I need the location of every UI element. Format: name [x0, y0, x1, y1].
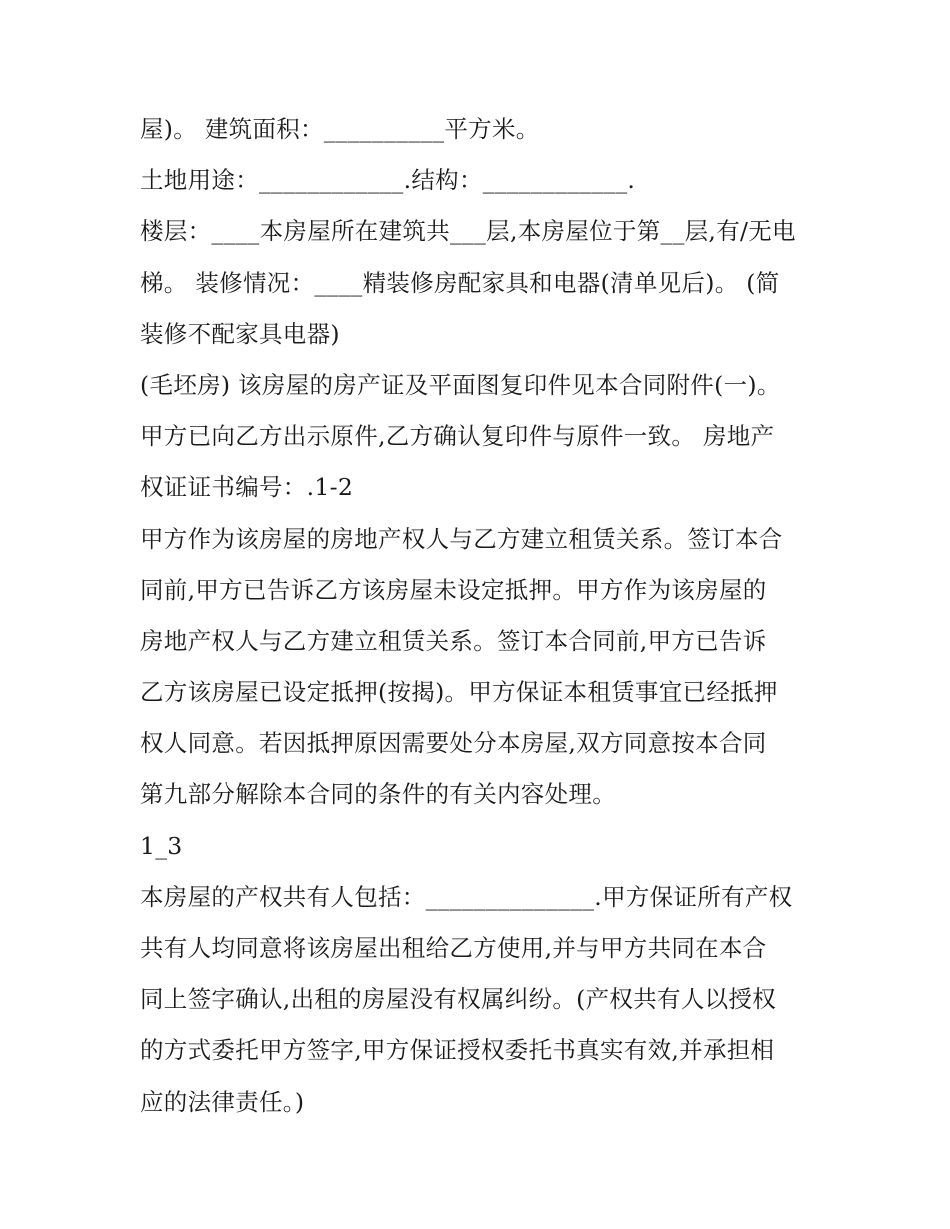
text-line: 权证证书编号：.1-2: [140, 473, 354, 502]
text-line: 权人同意。若因抵押原因需要处分本房屋,双方同意按本合同: [140, 729, 767, 758]
text-line: (毛坯房) 该房屋的房产证及平面图复印件见本合同附件(一)。: [140, 370, 781, 399]
text-line: 应的法律责任。): [140, 1087, 305, 1116]
text-line: 土地用途：____________.结构：____________.: [140, 166, 636, 195]
text-line: 房地产权人与乙方建立租赁关系。签订本合同前,甲方已告诉: [140, 626, 767, 655]
text-line: 的方式委托甲方签字,甲方保证授权委托书真实有效,并承担相: [140, 1036, 775, 1065]
text-line: 共有人均同意将该房屋出租给乙方使用,并与甲方共同在本合: [140, 934, 767, 962]
text-line: 本房屋的产权共有人包括：______________.甲方保证所有产权: [140, 882, 793, 911]
text-line: 楼层：____本房屋所在建筑共___层,本房屋位于第__层,有/无电: [140, 217, 796, 246]
text-line: 装修不配家具电器): [140, 319, 340, 348]
text-line: 屋)。 建筑面积：__________平方米。: [140, 115, 540, 143]
document-body: [140, 104, 820, 1128]
text-line: 甲方作为该房屋的房地产权人与乙方建立租赁关系。签订本合: [140, 524, 783, 553]
section-number: 1_3: [140, 831, 183, 860]
text-line: 梯。 装修情况：____精装修房配家具和电器(清单见后)。 (简: [140, 268, 780, 297]
text-line: 乙方该房屋已设定抵押(按揭)。甲方保证本租赁事宜已经抵押: [140, 678, 778, 707]
text-line: 同上签字确认,出租的房屋没有权属纠纷。(产权共有人以授权: [140, 985, 777, 1014]
text-line: 同前,甲方已告诉乙方该房屋未设定抵押。甲方作为该房屋的: [140, 575, 767, 604]
text-line: 甲方已向乙方出示原件,乙方确认复印件与原件一致。 房地产: [140, 422, 775, 451]
text-line: 第九部分解除本合同的条件的有关内容处理。: [140, 780, 616, 809]
